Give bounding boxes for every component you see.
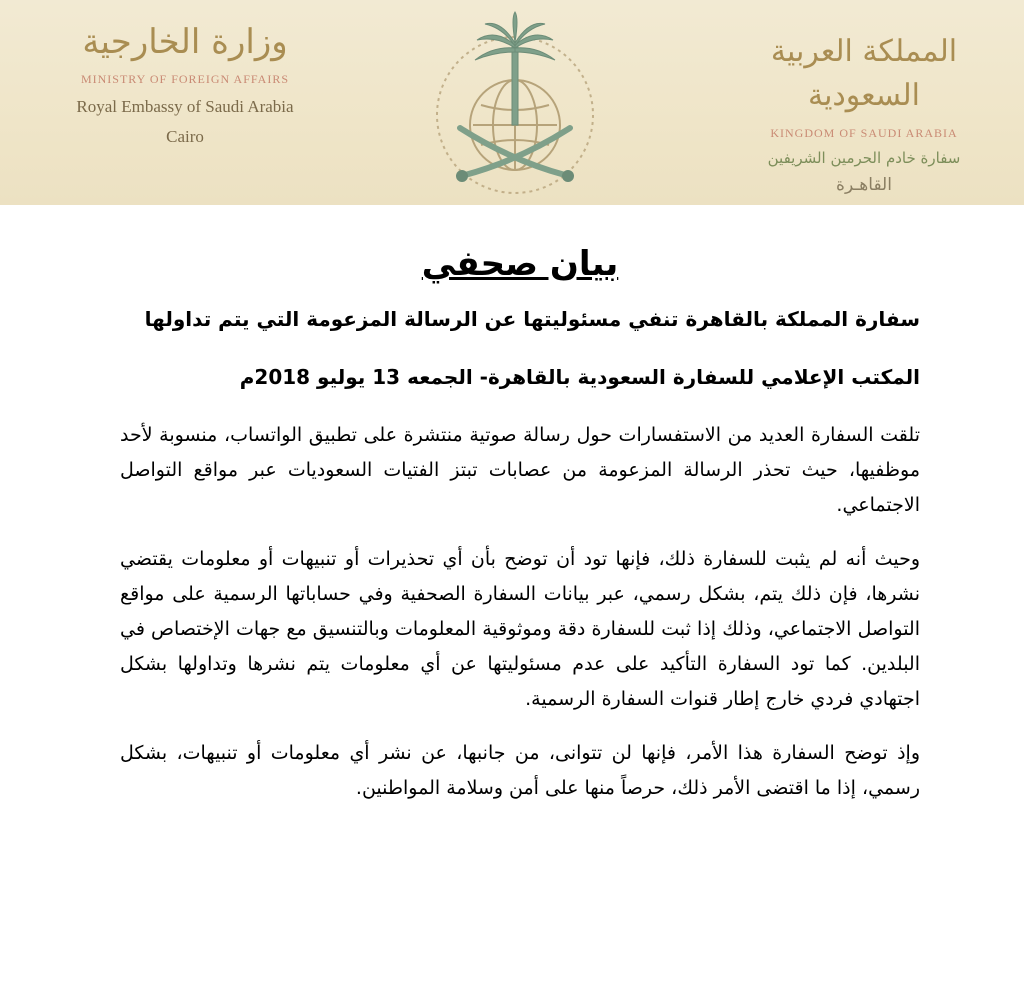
press-statement [120, 240, 920, 825]
city-english: Cairo [166, 127, 204, 146]
statement-dateline: المكتب الإعلامي للسفارة السعودية بالقاهرة- الجمعه 13 يوليو 2018م [239, 365, 920, 389]
city-arabic: القاهـرة [836, 175, 892, 195]
ministry-english-name: MINISTRY OF FOREIGN AFFAIRS [80, 72, 290, 86]
statement-paragraph-3: وإذ توضح السفارة هذا الأمر، فإنها لن تتوانى، من جانبها، عن نشر أي معلومات أو تنبيهات، بشكل رسمي، إذا ما اقتضى الأمر ذلك، حرصاً منها على أمن وسلامة المواطنين. [120, 742, 920, 799]
ministry-arabic-name: وزارة الخارجية [82, 22, 288, 62]
kingdom-arabic-name: المملكة العربية السعودية [770, 34, 958, 113]
letterhead-right [734, 30, 994, 195]
letterhead [0, 0, 1024, 205]
embassy-arabic-name: سفارة خادم الحرمين الشريفين [767, 149, 961, 167]
statement-paragraph-1: تلقت السفارة العديد من الاستفسارات حول رسالة صوتية منتشرة على تطبيق الواتساب، منسوبة لأحد موظفيها، حيث تحذر الرسالة المزعومة من عصابات تبتز الفتيات السعوديات عبر مواقع التواصل الاجتماعي. [120, 424, 920, 516]
saudi-emblem-icon [415, 10, 615, 200]
embassy-english-name: Royal Embassy of Saudi Arabia [76, 97, 294, 116]
statement-paragraph-2: وحيث أنه لم يثبت للسفارة ذلك، فإنها تود أن توضح بأن أي تحذيرات أو تنبيهات أو معلومات يقتضي نشرها، فإن ذلك يتم، بشكل رسمي، عبر بيانات السفارة الصحفية وفي حساباتها الرسمية على مواقع التواصل الاجتماعي، وذلك إذا ثبت للسفارة دقة وموثوقية المعلومات وبالتنسيق مع جهات الإختصاص في البلدين. كما تود السفارة التأكيد على عدم مسئوليتها عن أي معلومات يتم نشرها وتداولها بشكل اجتهادي فردي خارج إطار قنوات السفارة الرسمية. [120, 548, 920, 710]
letterhead-left [40, 20, 330, 147]
statement-subtitle: سفارة المملكة بالقاهرة تنفي مسئوليتها عن الرسالة المزعومة التي يتم تداولها [144, 307, 920, 331]
statement-headline: بيان صحفي [421, 244, 619, 284]
kingdom-english-name: KINGDOM OF SAUDI ARABIA [770, 126, 958, 140]
